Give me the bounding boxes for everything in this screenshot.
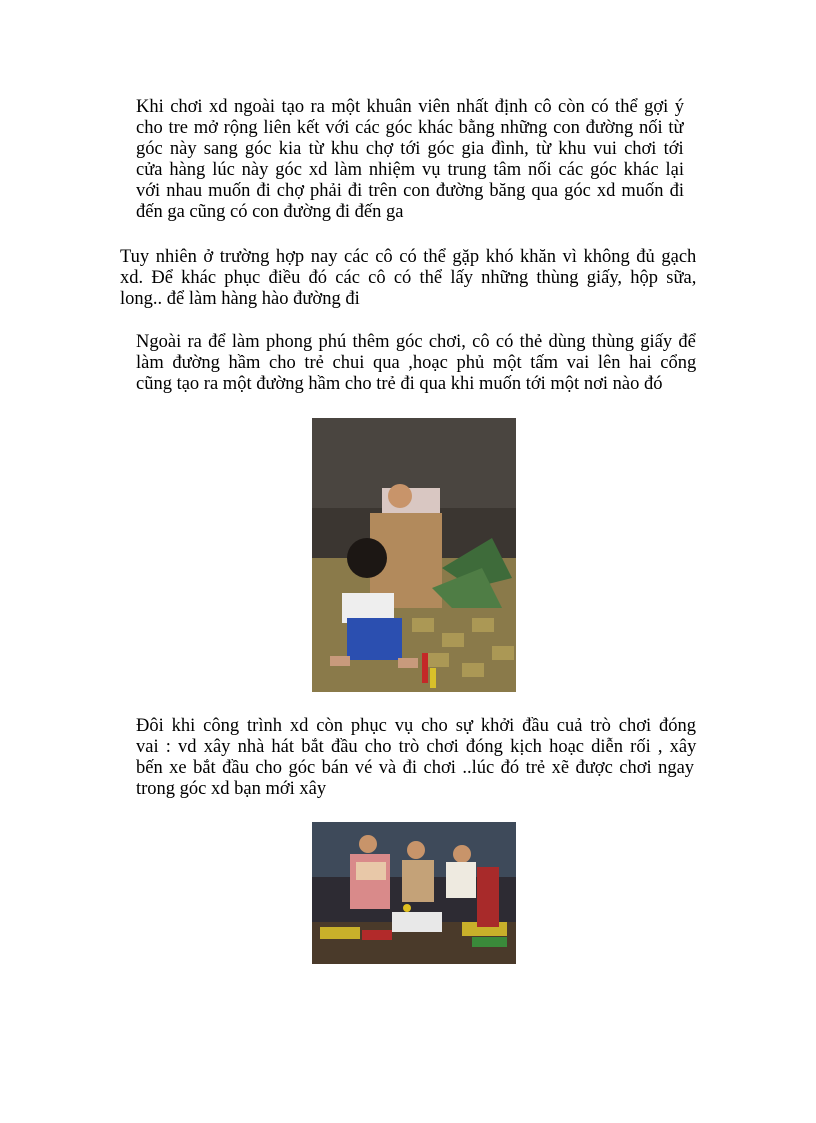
text-line: cho tre mở rộng liên kết với các góc khác bằng những con đường nối từ — [136, 118, 684, 138]
text-line: Đôi khi công trình xd còn phục vụ cho sự khởi đầu cuả trò chơi đóng — [136, 716, 697, 736]
paragraph-1 — [136, 97, 684, 223]
text-line: với nhau muốn đi chợ phải đi trên con đường băng qua góc xd muốn đi — [136, 181, 684, 201]
text-line: Tuy nhiên ở trường hợp nay các cô có thể gặp khó khăn vì không đủ gạch — [120, 247, 697, 267]
text-line: long.. để làm hàng hào đường đi — [120, 289, 360, 309]
text-line: trong góc xd bạn mới xây — [136, 779, 327, 799]
text-line: bến xe bắt đầu cho góc bán vé và đi chơi ..lúc đó trẻ xẽ được chơi ngay — [136, 758, 695, 778]
text-line: Ngoài ra để làm phong phú thêm góc chơi, cô có thẻ dùng thùng giấy để — [136, 332, 696, 352]
photo-children-tunnel — [312, 418, 516, 692]
photo-children-costumes — [312, 822, 516, 964]
paragraph-2 — [120, 247, 696, 310]
text-line: vai : vd xây nhà hát bắt đầu cho trò chơi đóng kịch hoạc diễn rối , xây — [136, 737, 697, 757]
text-line: góc này sang góc kia từ khu chợ tới góc gia đình, từ khu vui chơi tới — [136, 139, 684, 159]
paragraph-3 — [136, 332, 696, 395]
text-line: đến ga cũng có con đường đi đến ga — [136, 202, 404, 222]
text-line: cửa hàng lúc này góc xd làm nhiệm vụ trung tâm nối các góc khác lại — [136, 160, 684, 180]
text-line: xd. Để khác phục điều đó các cô có thể lấy những thùng giấy, hộp sữa, — [120, 268, 697, 288]
text-line: làm đường hầm cho trẻ chui qua ,hoạc phủ một tấm vai lên hai cổng — [136, 353, 697, 373]
text-line: Khi chơi xd ngoài tạo ra một khuân viên nhất định cô còn có thể gợi ý — [136, 97, 684, 117]
paragraph-4 — [136, 716, 696, 800]
text-line: cũng tạo ra một đường hầm cho trẻ đi qua khi muốn tới một nơi nào đó — [136, 374, 663, 394]
